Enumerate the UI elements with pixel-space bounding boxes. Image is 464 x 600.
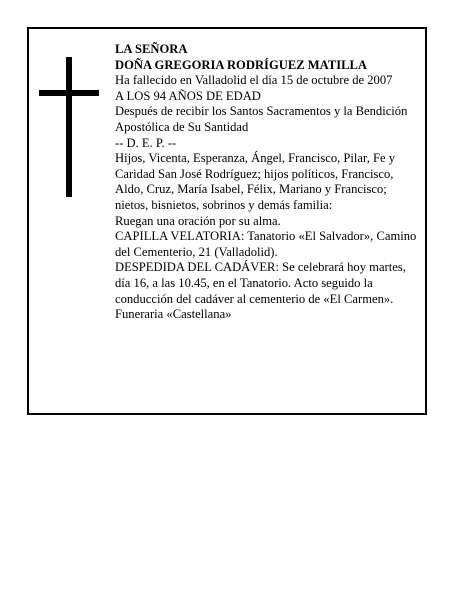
obituary-notice xyxy=(27,27,427,415)
family-line: Hijos, Vicenta, Esperanza, Ángel, Francisco, Pilar, Fe y Caridad San José Rodríguez; hijos políticos, Francisco, Aldo, Cruz, María Isabel, Félix, Mariano y Francisco; nietos, bisnietos, sobrinos y demás familia: xyxy=(115,151,396,212)
latin-cross-icon xyxy=(39,57,99,197)
age-line: A LOS 94 AÑOS DE EDAD xyxy=(115,88,261,103)
notice-text xyxy=(115,42,421,323)
chapel-line: CAPILLA VELATORIA: Tanatorio «El Salvador», Camino del Cementerio, 21 (Valladolid). xyxy=(115,229,417,259)
farewell-line: DESPEDIDA DEL CADÁVER: Se celebrará hoy martes, día 16, a las 10.45, en el Tanatorio. Acto seguido la conducción del cadáver al cementerio de «El Carmen». xyxy=(115,260,406,306)
funeral-home-line: Funeraria «Castellana» xyxy=(115,307,232,322)
notice-title: LA SEÑORA xyxy=(115,42,188,56)
dep-line: -- D. E. P. -- xyxy=(115,135,177,150)
prayer-line: Ruegan una oración por su alma. xyxy=(115,213,281,228)
death-line: Ha fallecido en Valladolid el día 15 de octubre de 2007 xyxy=(115,73,393,88)
cross-horizontal-bar xyxy=(39,90,99,96)
cross-vertical-bar xyxy=(66,57,72,197)
sacraments-line: Después de recibir los Santos Sacramentos y la Bendición Apostólica de Su Santidad xyxy=(115,104,408,134)
deceased-name: DOÑA GREGORIA RODRÍGUEZ MATILLA xyxy=(115,57,368,72)
